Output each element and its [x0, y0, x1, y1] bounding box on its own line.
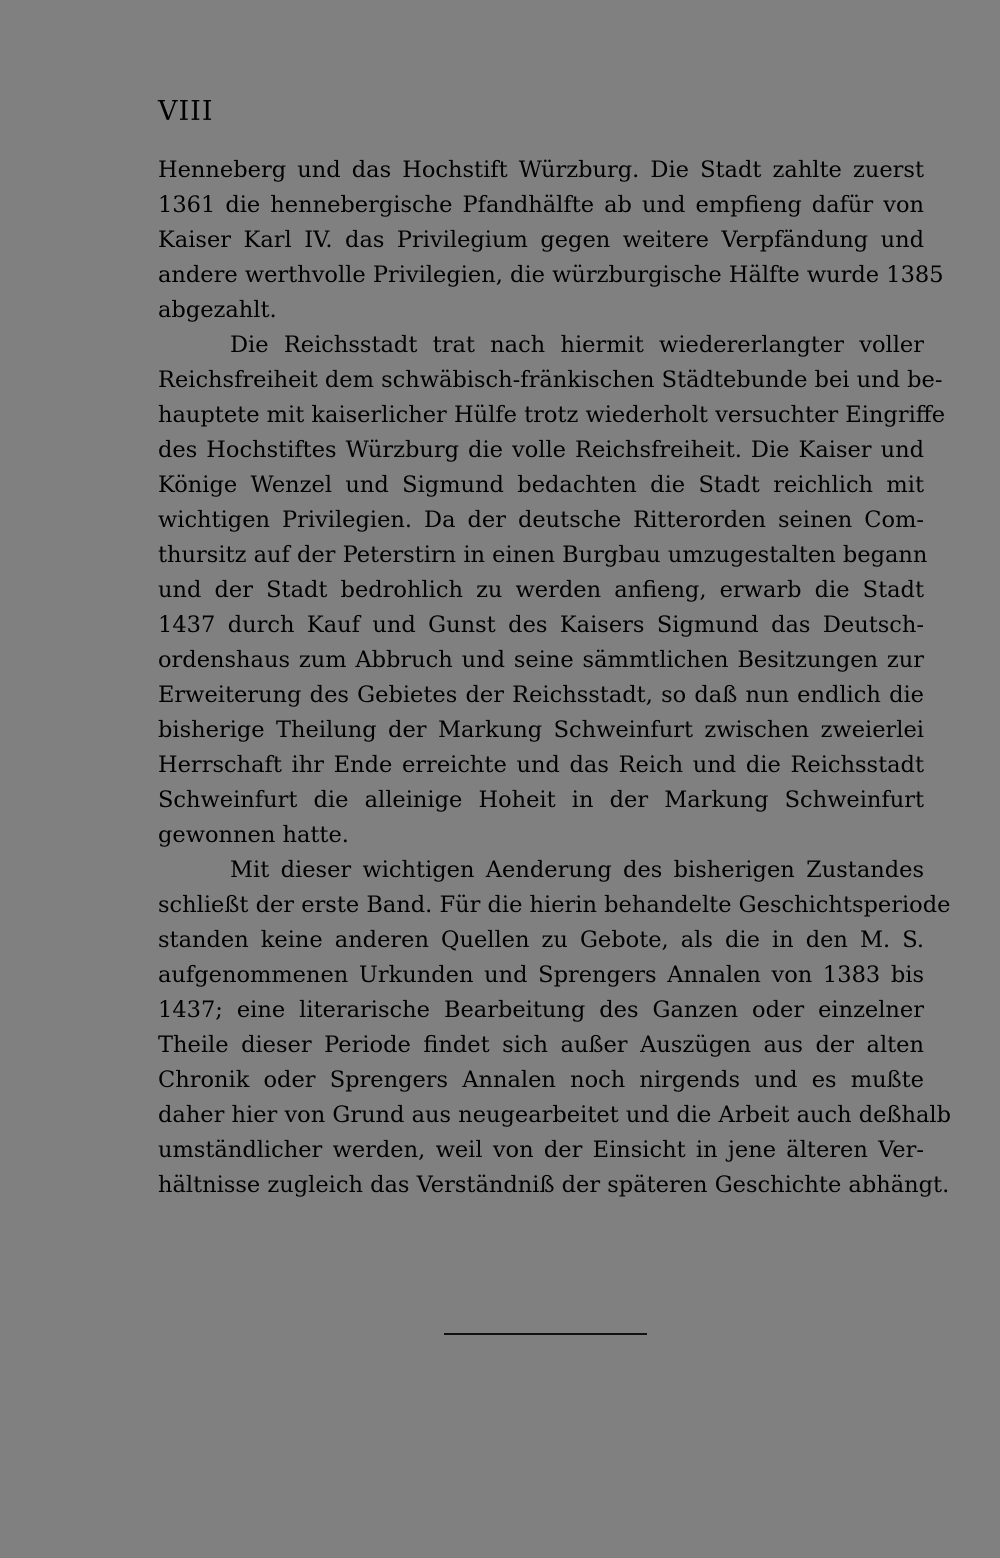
text-line: ordenshaus zum Abbruch und seine sämmtlichen Besitzungen zur [158, 647, 924, 673]
text-line: gewonnen hatte. [158, 822, 349, 848]
text-line: 1437 durch Kauf und Gunst des Kaisers Sigmund das Deutsch- [158, 612, 924, 638]
text-line: des Hochstiftes Würzburg die volle Reichsfreiheit. Die Kaiser und [158, 437, 924, 463]
text-line: Chronik oder Sprengers Annalen noch nirgends und es mußte [158, 1067, 924, 1093]
text-line: hauptete mit kaiserlicher Hülfe trotz wiederholt versuchter Eingriffe [158, 402, 946, 428]
body-text [158, 153, 951, 1203]
text-line: Herrschaft ihr Ende erreichte und das Reich und die Reichsstadt [158, 752, 924, 778]
text-line: Kaiser Karl IV. das Privilegium gegen weitere Verpfändung und [158, 227, 924, 253]
section-divider [444, 1333, 647, 1335]
text-line: 1361 die hennebergische Pfandhälfte ab und empfieng dafür von [158, 192, 924, 218]
text-line: thursitz auf der Peterstirn in einen Burgbau umzugestalten begann [158, 542, 928, 568]
text-line: wichtigen Privilegien. Da der deutsche Ritterorden seinen Com- [158, 507, 924, 533]
paragraph-first-line: Die Reichsstadt trat nach hiermit wiedererlangter voller [230, 332, 924, 358]
text-line: Schweinfurt die alleinige Hoheit in der Markung Schweinfurt [158, 787, 924, 813]
text-line: daher hier von Grund aus neugearbeitet und die Arbeit auch deßhalb [158, 1102, 951, 1128]
text-line: Könige Wenzel und Sigmund bedachten die Stadt reichlich mit [158, 472, 924, 498]
text-line: standen keine anderen Quellen zu Gebote, als die in den M. S. [158, 927, 924, 953]
page-number: VIII [158, 96, 214, 127]
paragraph-first-line: Mit dieser wichtigen Aenderung des bisherigen Zustandes [230, 857, 924, 883]
text-line: 1437; eine literarische Bearbeitung des Ganzen oder einzelner [158, 997, 924, 1023]
text-line: Reichsfreiheit dem schwäbisch-fränkischen Städtebunde bei und be- [158, 367, 943, 393]
text-line: umständlicher werden, weil von der Einsicht in jene älteren Ver- [158, 1137, 924, 1163]
text-line: bisherige Theilung der Markung Schweinfurt zwischen zweierlei [158, 717, 924, 743]
text-line: und der Stadt bedrohlich zu werden anfieng, erwarb die Stadt [158, 577, 924, 603]
text-line: aufgenommenen Urkunden und Sprengers Annalen von 1383 bis [158, 962, 924, 988]
text-line: Henneberg und das Hochstift Würzburg. Die Stadt zahlte zuerst [158, 157, 924, 183]
text-line: abgezahlt. [158, 297, 277, 323]
text-line: andere werthvolle Privilegien, die würzburgische Hälfte wurde 1385 [158, 262, 944, 288]
text-line: Theile dieser Periode findet sich außer Auszügen aus der alten [158, 1032, 924, 1058]
text-line: hältnisse zugleich das Verständniß der späteren Geschichte abhängt. [158, 1172, 950, 1198]
text-line: schließt der erste Band. Für die hierin behandelte Geschichtsperiode [158, 892, 951, 918]
text-line: Erweiterung des Gebietes der Reichsstadt, so daß nun endlich die [158, 682, 924, 708]
